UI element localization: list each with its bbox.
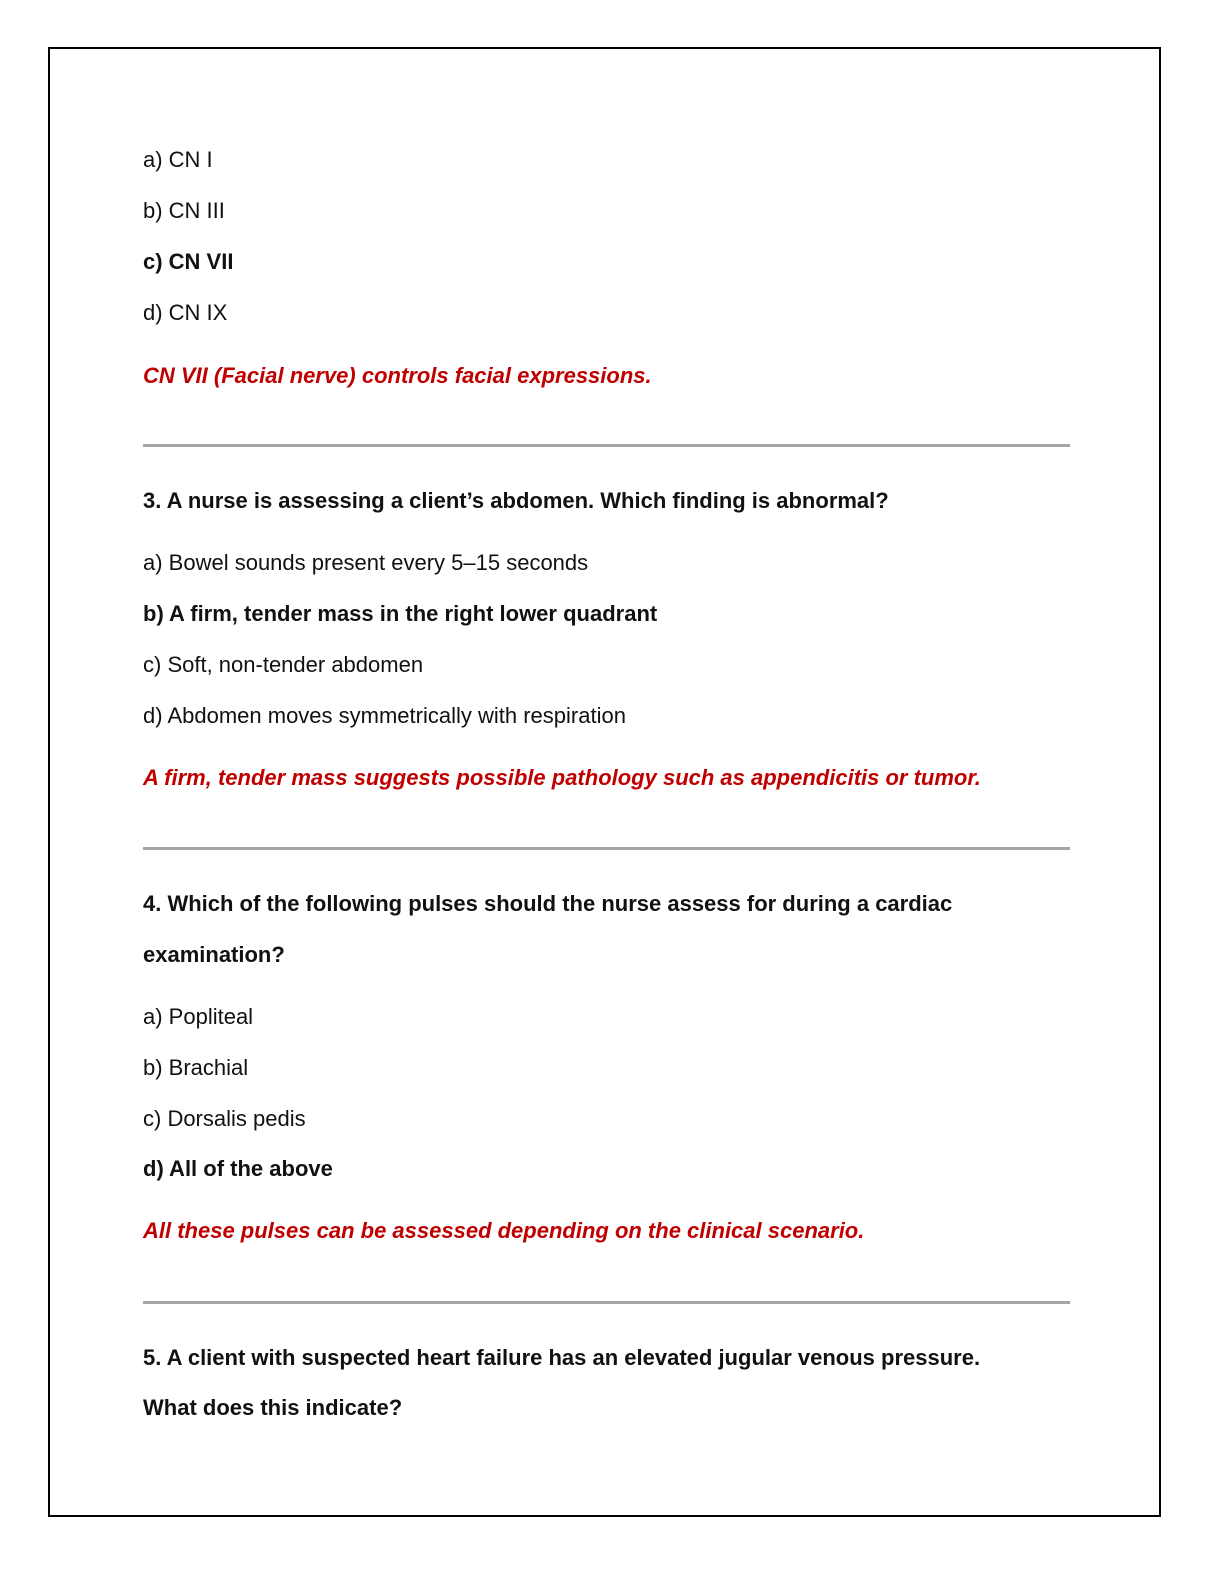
q3-explanation: A firm, tender mass suggests possible pathology such as appendicitis or tumor. bbox=[143, 765, 981, 790]
q4-option-c: c) Dorsalis pedis bbox=[143, 1106, 306, 1131]
q4-option-d-correct: d) All of the above bbox=[143, 1156, 333, 1181]
q2-option-d: d) CN IX bbox=[143, 300, 228, 325]
q3-question: 3. A nurse is assessing a client’s abdomen. Which finding is abnormal? bbox=[143, 488, 889, 513]
q3-option-b-correct: b) A firm, tender mass in the right lower quadrant bbox=[143, 601, 658, 626]
q3-option-c: c) Soft, non-tender abdomen bbox=[143, 652, 424, 677]
q3-option-a: a) Bowel sounds present every 5–15 seconds bbox=[143, 550, 589, 575]
q2-explanation: CN VII (Facial nerve) controls facial expressions. bbox=[143, 363, 652, 388]
q4-explanation: All these pulses can be assessed depending on the clinical scenario. bbox=[143, 1218, 865, 1243]
q2-option-c-correct: c) CN VII bbox=[143, 249, 234, 274]
q5-question-line1: 5. A client with suspected heart failure has an elevated jugular venous pressure. bbox=[143, 1345, 981, 1370]
q3-option-d: d) Abdomen moves symmetrically with respiration bbox=[143, 703, 626, 728]
q4-question-line1: 4. Which of the following pulses should the nurse assess for during a cardiac bbox=[143, 891, 953, 916]
q4-option-b: b) Brachial bbox=[143, 1055, 249, 1080]
divider-1 bbox=[143, 444, 1070, 447]
q4-question-line2: examination? bbox=[143, 942, 285, 967]
q5-question-line2: What does this indicate? bbox=[143, 1395, 403, 1420]
q2-option-b: b) CN III bbox=[143, 198, 225, 223]
q2-option-a: a) CN I bbox=[143, 147, 213, 172]
q4-option-a: a) Popliteal bbox=[143, 1004, 254, 1029]
divider-3 bbox=[143, 1301, 1070, 1304]
divider-2 bbox=[143, 847, 1070, 850]
